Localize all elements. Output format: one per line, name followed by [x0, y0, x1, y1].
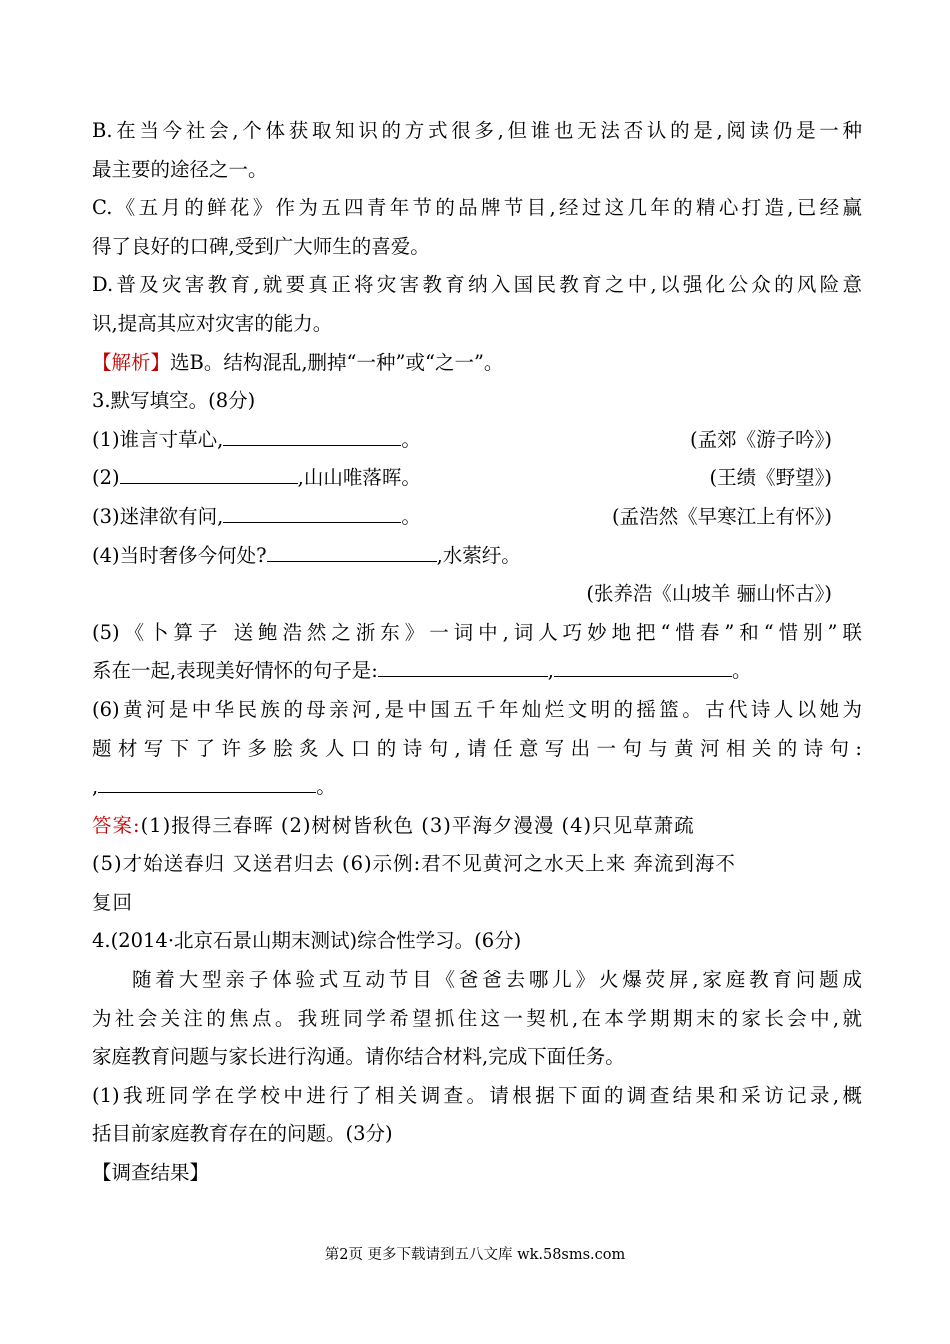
item2-source: (王绩《野望》) — [709, 466, 832, 490]
answer-text-1: (1)报得三春晖 (2)树树皆秋色 (3)平海夕漫漫 (4)只见草萧疏 — [140, 813, 695, 837]
item5-sep: , — [547, 659, 554, 683]
item1-main — [92, 421, 421, 460]
item4-source: (张养浩《山坡羊 骊山怀古》) — [586, 582, 832, 606]
item4-blank[interactable] — [267, 539, 437, 562]
answer-label: 答案: — [92, 813, 141, 837]
question3-item2 — [92, 459, 862, 498]
option-c-line2: 得了良好的口碑,受到广大师生的喜爱。 — [92, 234, 430, 258]
item3-main — [92, 498, 421, 537]
item1-blank[interactable] — [223, 423, 401, 446]
analysis-line — [92, 344, 862, 383]
question3-item5-line1: (5)《卜算子 送鲍浩然之浙东》一词中,词人巧妙地把“惜春”和“惜别”联 — [92, 620, 862, 644]
page-footer: 第2页 更多下载请到五八文库 wk.58sms.com — [324, 1247, 626, 1263]
answer-line1 — [92, 807, 862, 846]
option-d-line2: 识,提高其应对灾害的能力。 — [92, 311, 333, 335]
item2-text: ,山山唯落晖。 — [297, 466, 421, 490]
question3-item4 — [92, 537, 862, 576]
question4-para-line2: 为社会关注的焦点。我班同学希望抓住这一契机,在本学期期末的家长会中,就 — [92, 1006, 862, 1030]
question4-para-line3: 家庭教育问题与家长进行沟通。请你结合材料,完成下面任务。 — [92, 1045, 625, 1069]
option-d-line1: D.普及灾害教育,就要真正将灾害教育纳入国民教育之中,以强化公众的风险意 — [92, 273, 862, 297]
item4-end: ,水萦纡。 — [436, 543, 521, 567]
question3-item1 — [92, 421, 862, 460]
item5-blank-1[interactable] — [378, 654, 548, 677]
question4-sub1-line2: 括目前家庭教育存在的问题。(3分) — [92, 1122, 393, 1146]
item6-end: 。 — [316, 775, 336, 799]
item1-text: (1)谁言寸草心, — [92, 427, 224, 451]
question3-item6-line2: 题材写下了许多脍炙人口的诗句,请任意写出一句与黄河相关的诗句: — [92, 736, 862, 760]
item1-end: 。 — [401, 427, 421, 451]
item3-blank[interactable] — [223, 500, 401, 523]
item6-blank[interactable] — [98, 770, 316, 793]
item2-prefix: (2) — [92, 466, 120, 490]
item6-start: , — [92, 775, 99, 799]
question4-sub1-line1: (1)我班同学在学校中进行了相关调查。请根据下面的调查结果和采访记录,概 — [92, 1083, 862, 1107]
question3-title: 3.默写填空。(8分) — [92, 389, 256, 413]
item1-source: (孟郊《游子吟》) — [690, 427, 832, 451]
option-c-line1: C.《五月的鲜花》作为五四青年节的品牌节目,经过这几年的精心打造,已经赢 — [92, 196, 862, 220]
question4-para-line1: 随着大型亲子体验式互动节目《爸爸去哪儿》火爆荧屏,家庭教育问题成 — [132, 968, 862, 992]
question3-item6-line1: (6)黄河是中华民族的母亲河,是中国五千年灿烂文明的摇篮。古代诗人以她为 — [92, 697, 862, 721]
item2-main — [92, 459, 421, 498]
item5-text: 系在一起,表现美好情怀的句子是: — [92, 659, 378, 683]
item5-end: 。 — [731, 659, 752, 683]
item5-blank-2[interactable] — [554, 654, 732, 677]
item4-text: (4)当时奢侈今何处? — [92, 543, 267, 567]
answer-line3: 复回 — [92, 890, 134, 914]
item3-text: (3)迷津欲有问, — [92, 504, 224, 528]
answer-line2: (5)才始送春归 又送君归去 (6)示例:君不见黄河之水天上来 奔流到海不 — [92, 852, 736, 876]
question4-title: 4.(2014·北京石景山期末测试)综合性学习。(6分) — [92, 929, 522, 953]
option-b-line1: B.在当今社会,个体获取知识的方式很多,但谁也无法否认的是,阅读仍是一种 — [92, 119, 862, 142]
survey-heading: 【调查结果】 — [92, 1161, 210, 1185]
analysis-label: 【解析】 — [92, 350, 171, 374]
page-content — [92, 112, 862, 1193]
option-b-line2: 最主要的途径之一。 — [92, 157, 268, 181]
analysis-text: 选B。结构混乱,删掉“一种”或“之一”。 — [170, 350, 504, 374]
question3-item6-line3 — [92, 768, 862, 807]
question3-item5-line2 — [92, 652, 862, 691]
question3-item3 — [92, 498, 862, 537]
item3-end: 。 — [401, 504, 421, 528]
item2-blank[interactable] — [120, 461, 298, 484]
item3-source: (孟浩然《早寒江上有怀》) — [612, 504, 832, 528]
